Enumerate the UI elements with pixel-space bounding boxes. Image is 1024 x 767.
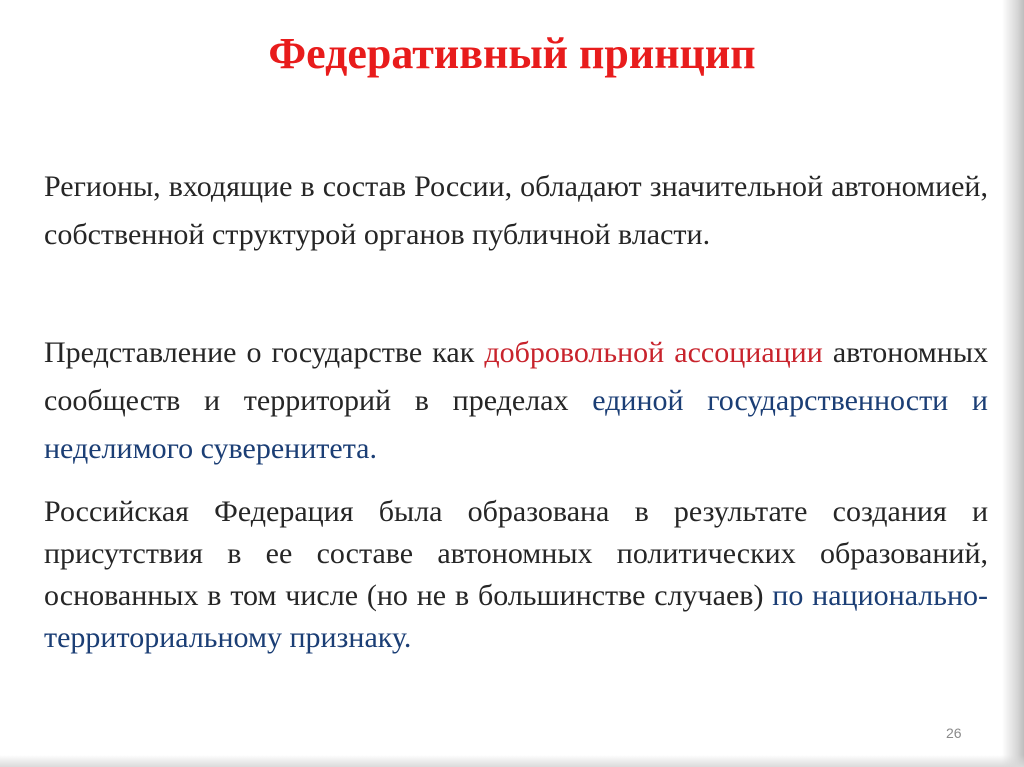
paragraph-federation-lead: Российская Федерация была образована в результате создания и присутствия в ее составе автономных политических образований, основанных в том числе (но не в большинстве случаев) xyxy=(44,495,988,612)
highlight-voluntary-association: добровольной ассоциации xyxy=(484,336,823,369)
paragraph-state-middle: автономных сообществ и территорий в пределах xyxy=(44,336,988,417)
slide-title: Федеративный принцип xyxy=(268,29,756,78)
paragraph-regions-text: Регионы, входящие в состав России, обладают значительной автономией, собственной структурой органов публичной власти. xyxy=(44,170,988,251)
slide-edge-shadow-right xyxy=(1002,0,1024,767)
highlight-national-territorial: по национально-территориальному признаку. xyxy=(44,579,988,654)
paragraph-state-concept xyxy=(44,329,988,473)
slide-edge-shadow-bottom xyxy=(0,755,1024,767)
highlight-unified-statehood: единой государственности и неделимого суверенитета. xyxy=(44,384,988,465)
paragraph-regions xyxy=(44,163,988,259)
paragraph-state-lead: Представление о государстве как xyxy=(44,336,485,369)
paragraph-russian-federation xyxy=(44,491,988,659)
page-number: 26 xyxy=(946,725,962,741)
